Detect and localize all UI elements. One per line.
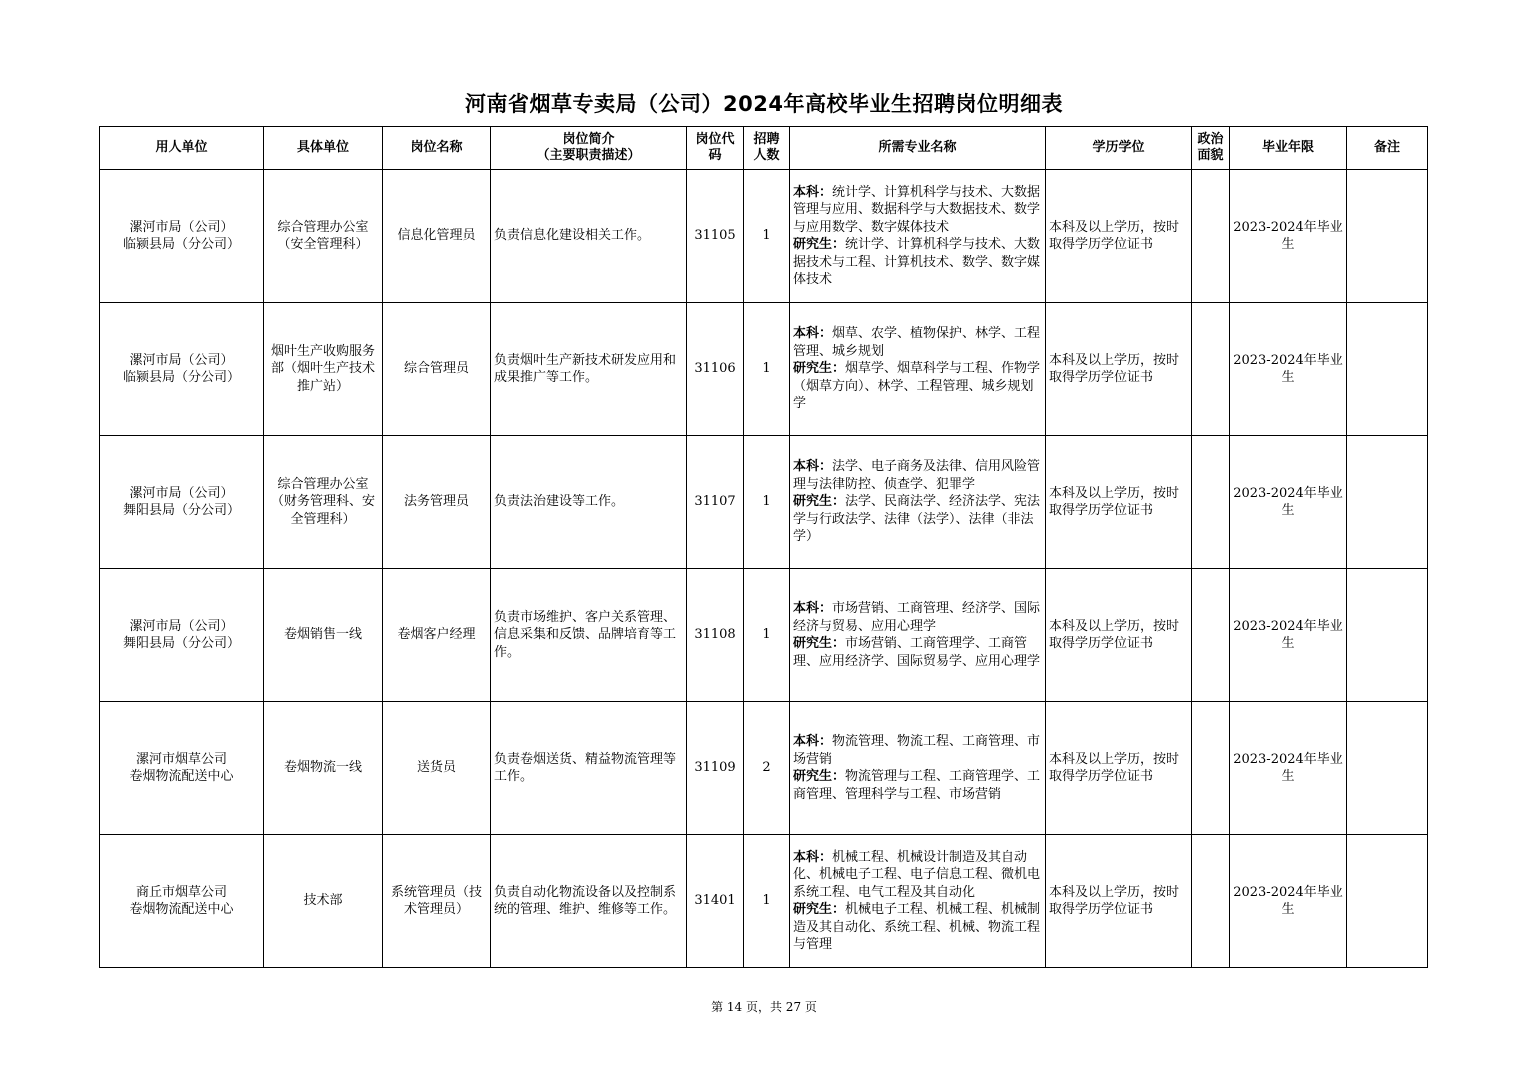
cell-employer: 漯河市局（公司） 临颍县局（分公司） [100,303,264,436]
cell-political [1192,436,1230,569]
cell-majors: 本科：烟草、农学、植物保护、林学、工程管理、城乡规划 研究生：烟草学、烟草科学与工程、作物学（烟草方向）、林学、工程管理、城乡规划学 [790,303,1046,436]
table-row [100,569,1428,702]
cell-political [1192,835,1230,968]
header-code: 岗位代 码 [687,127,744,170]
cell-position: 系统管理员（技术管理员） [383,835,491,968]
cell-majors: 本科：机械工程、机械设计制造及其自动化、机械电子工程、电子信息工程、微机电系统工程、电气工程及其自动化 研究生：机械电子工程、机械工程、机械制造及其自动化、系统工程、机械、物流工程与管理 [790,835,1046,968]
cell-education: 本科及以上学历，按时取得学历学位证书 [1046,569,1192,702]
cell-code: 31105 [687,170,744,303]
cell-code: 31108 [687,569,744,702]
cell-description: 负责信息化建设相关工作。 [491,170,687,303]
cell-majors: 本科：法学、电子商务及法律、信用风险管理与法律防控、侦查学、犯罪学 研究生：法学、民商法学、经济法学、宪法学与行政法学、法律（法学）、法律（非法学） [790,436,1046,569]
cell-political [1192,303,1230,436]
table-header-row [100,127,1428,170]
table-row [100,303,1428,436]
cell-employer: 漯河市局（公司） 舞阳县局（分公司） [100,569,264,702]
cell-code: 31401 [687,835,744,968]
cell-grad-year: 2023-2024年毕业生 [1230,702,1347,835]
cell-position: 法务管理员 [383,436,491,569]
cell-grad-year: 2023-2024年毕业生 [1230,303,1347,436]
header-grad-year: 毕业年限 [1230,127,1347,170]
cell-description: 负责自动化物流设备以及控制系统的管理、维护、维修等工作。 [491,835,687,968]
cell-education: 本科及以上学历，按时取得学历学位证书 [1046,303,1192,436]
cell-description: 负责烟叶生产新技术研发应用和成果推广等工作。 [491,303,687,436]
table-row [100,170,1428,303]
cell-grad-year: 2023-2024年毕业生 [1230,436,1347,569]
cell-remarks [1347,569,1428,702]
cell-position: 卷烟客户经理 [383,569,491,702]
cell-political [1192,569,1230,702]
header-majors: 所需专业名称 [790,127,1046,170]
cell-position: 送货员 [383,702,491,835]
header-unit: 具体单位 [264,127,383,170]
cell-code: 31107 [687,436,744,569]
cell-employer: 漯河市局（公司） 临颍县局（分公司） [100,170,264,303]
cell-majors: 本科：统计学、计算机科学与技术、大数据管理与应用、数据科学与大数据技术、数学与应用数学、数字媒体技术 研究生：统计学、计算机科学与技术、大数据技术与工程、计算机技术、数学、数字媒体技术 [790,170,1046,303]
cell-unit: 卷烟物流一线 [264,702,383,835]
page-footer: 第 14 页，共 27 页 [711,1000,817,1014]
cell-grad-year: 2023-2024年毕业生 [1230,835,1347,968]
header-education: 学历学位 [1046,127,1192,170]
cell-remarks [1347,436,1428,569]
header-employer: 用人单位 [100,127,264,170]
cell-description: 负责卷烟送货、精益物流管理等工作。 [491,702,687,835]
cell-education: 本科及以上学历，按时取得学历学位证书 [1046,702,1192,835]
cell-remarks [1347,702,1428,835]
cell-unit: 综合管理办公室（安全管理科） [264,170,383,303]
cell-unit: 技术部 [264,835,383,968]
cell-count: 1 [744,835,790,968]
cell-code: 31109 [687,702,744,835]
cell-description: 负责法治建设等工作。 [491,436,687,569]
table-row [100,835,1428,968]
table-row [100,436,1428,569]
cell-count: 1 [744,569,790,702]
cell-remarks [1347,303,1428,436]
cell-unit: 卷烟销售一线 [264,569,383,702]
cell-majors: 本科：市场营销、工商管理、经济学、国际经济与贸易、应用心理学 研究生：市场营销、工商管理学、工商管理、应用经济学、国际贸易学、应用心理学 [790,569,1046,702]
header-description: 岗位简介 （主要职责描述） [491,127,687,170]
cell-count: 1 [744,303,790,436]
cell-code: 31106 [687,303,744,436]
header-position: 岗位名称 [383,127,491,170]
cell-education: 本科及以上学历，按时取得学历学位证书 [1046,170,1192,303]
cell-employer: 商丘市烟草公司 卷烟物流配送中心 [100,835,264,968]
cell-education: 本科及以上学历，按时取得学历学位证书 [1046,436,1192,569]
table-row [100,702,1428,835]
cell-count: 2 [744,702,790,835]
cell-political [1192,170,1230,303]
cell-position: 信息化管理员 [383,170,491,303]
cell-majors: 本科：物流管理、物流工程、工商管理、市场营销 研究生：物流管理与工程、工商管理学、工商管理、管理科学与工程、市场营销 [790,702,1046,835]
cell-position: 综合管理员 [383,303,491,436]
cell-education: 本科及以上学历，按时取得学历学位证书 [1046,835,1192,968]
page-title: 河南省烟草专卖局（公司）2024年高校毕业生招聘岗位明细表 [465,92,1063,116]
cell-remarks [1347,170,1428,303]
cell-political [1192,702,1230,835]
cell-grad-year: 2023-2024年毕业生 [1230,170,1347,303]
cell-count: 1 [744,436,790,569]
cell-count: 1 [744,170,790,303]
header-political: 政治 面貌 [1192,127,1230,170]
cell-employer: 漯河市局（公司） 舞阳县局（分公司） [100,436,264,569]
recruitment-table [99,126,1428,968]
cell-unit: 烟叶生产收购服务部（烟叶生产技术推广站） [264,303,383,436]
cell-remarks [1347,835,1428,968]
header-remarks: 备注 [1347,127,1428,170]
cell-description: 负责市场维护、客户关系管理、信息采集和反馈、品牌培育等工作。 [491,569,687,702]
cell-unit: 综合管理办公室（财务管理科、安全管理科） [264,436,383,569]
cell-employer: 漯河市烟草公司 卷烟物流配送中心 [100,702,264,835]
cell-grad-year: 2023-2024年毕业生 [1230,569,1347,702]
header-count: 招聘 人数 [744,127,790,170]
